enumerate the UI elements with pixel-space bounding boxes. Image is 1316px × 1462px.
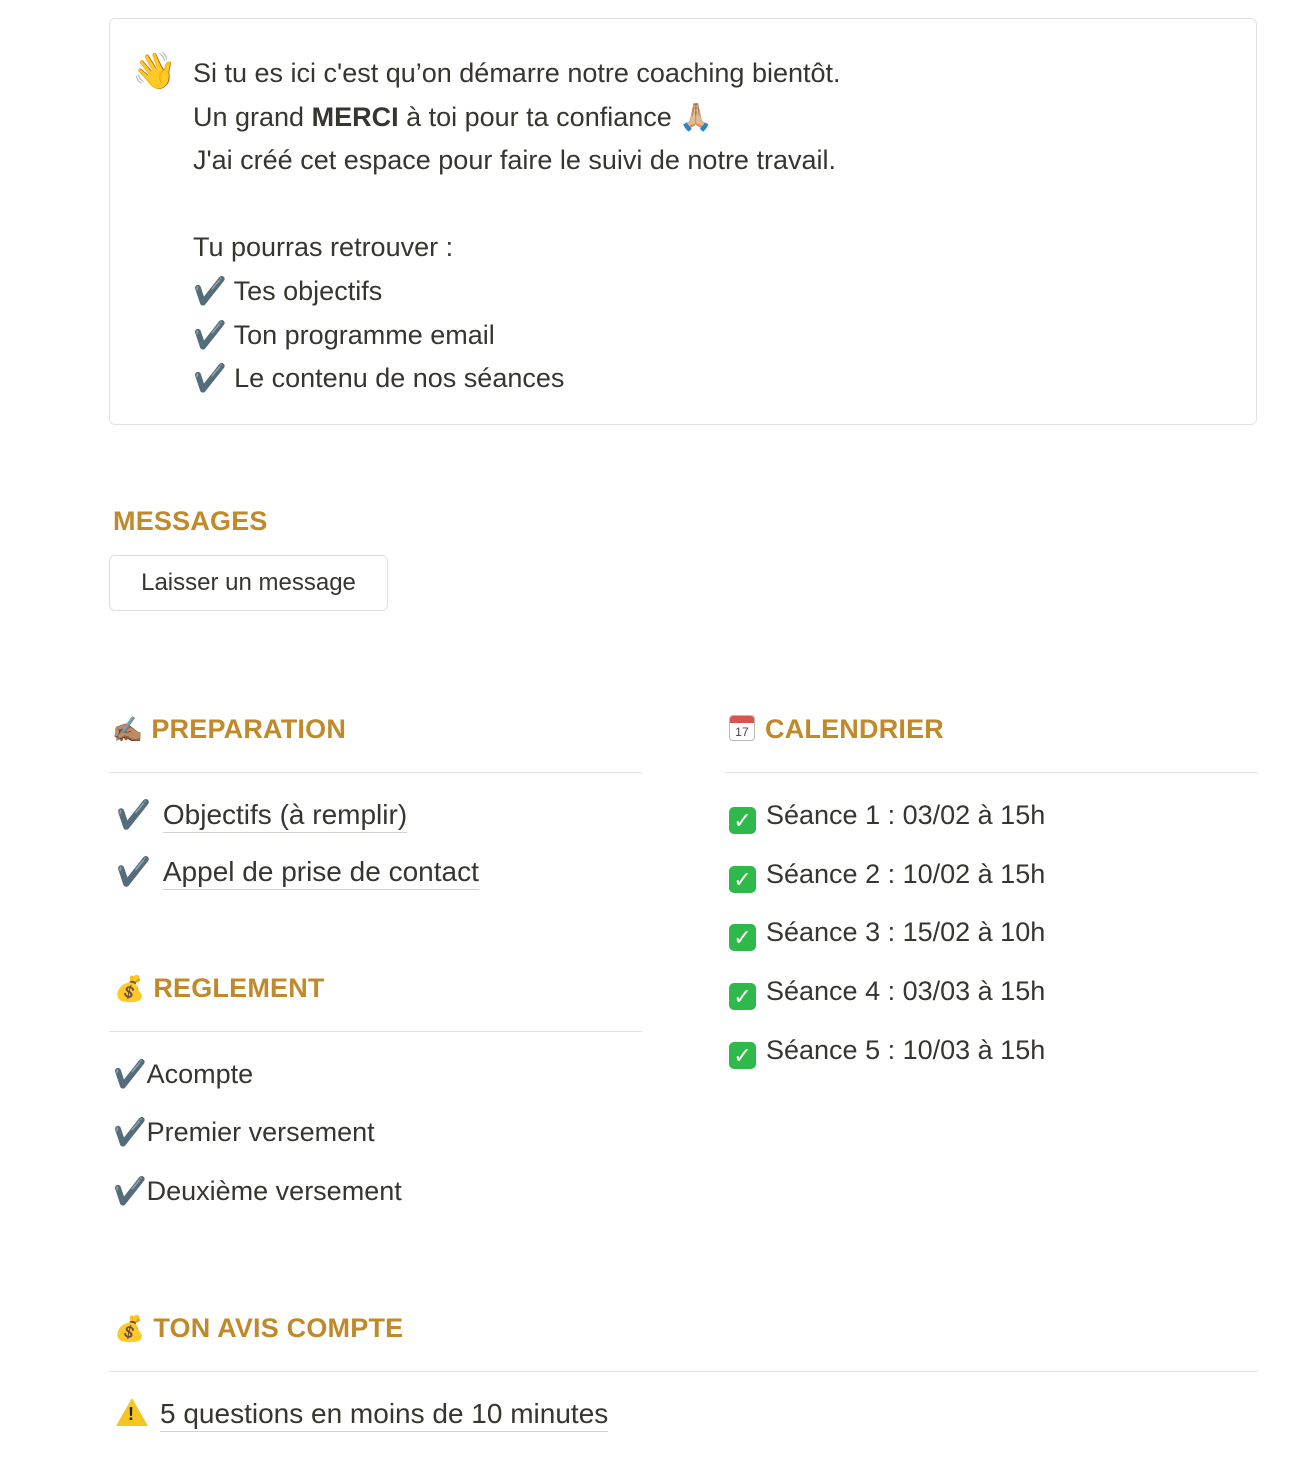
callout-list-item: ✔️ Ton programme email (193, 319, 495, 350)
calendar-icon-day: 17 (735, 725, 749, 739)
checked-box-icon: ✓ (729, 807, 756, 834)
reglement-item-label: Deuxième versement (146, 1176, 402, 1206)
session-label: Séance 2 : 10/02 à 15h (766, 859, 1046, 889)
session-label: Séance 5 : 10/03 à 15h (766, 1035, 1046, 1065)
checked-box-icon: ✓ (729, 866, 756, 893)
callout-list-item: ✔️ Tes objectifs (193, 275, 383, 306)
session-label: Séance 1 : 03/02 à 15h (766, 800, 1046, 830)
reglement-item (113, 1057, 253, 1091)
callout-line-2-start: Un grand (193, 101, 312, 132)
link-objectifs[interactable] (116, 797, 407, 833)
calendrier-heading-label: CALENDRIER (765, 714, 945, 744)
session-item (729, 798, 1045, 834)
checked-box-icon: ✓ (729, 1042, 756, 1069)
writing-hand-icon: ✍🏽 (112, 716, 144, 744)
reglement-item (113, 1115, 375, 1149)
callout-text (193, 52, 841, 401)
callout-list-item: ✔️ Le contenu de nos séances (193, 363, 565, 394)
money-bag-icon: 💰 (114, 975, 146, 1003)
session-label: Séance 3 : 15/02 à 10h (766, 917, 1046, 947)
callout-line-4: Tu pourras retrouver : (193, 232, 454, 263)
waving-hand-icon: 👋 (132, 50, 177, 91)
callout-line-3: J'ai créé cet espace pour faire le suivi de notre travail. (193, 145, 836, 176)
session-item (729, 915, 1045, 951)
checked-box-icon: ✓ (729, 924, 756, 951)
check-mark-icon: ✔️ (116, 856, 151, 887)
messages-heading: MESSAGES (113, 506, 268, 536)
check-mark-icon: ✔️ (116, 799, 151, 830)
session-item (729, 974, 1045, 1010)
check-mark-icon: ✔️ (113, 1117, 147, 1147)
calendar-icon (729, 715, 755, 741)
calendrier-divider (725, 772, 1258, 773)
link-questionnaire[interactable] (116, 1396, 608, 1432)
link-objectifs-label[interactable]: Objectifs (à remplir) (163, 799, 407, 833)
warning-icon (116, 1398, 148, 1426)
reglement-item (113, 1174, 402, 1208)
link-appel-contact-label[interactable]: Appel de prise de contact (163, 856, 479, 890)
avis-divider (109, 1371, 1258, 1372)
welcome-callout (109, 18, 1257, 425)
leave-message-button[interactable]: Laisser un message (109, 555, 388, 611)
calendrier-heading (729, 712, 944, 746)
preparation-heading-label: PREPARATION (151, 714, 347, 744)
money-bag-icon: 💰 (114, 1315, 146, 1343)
reglement-heading (114, 971, 325, 1006)
preparation-divider (109, 772, 642, 773)
check-mark-icon: ✔️ (113, 1176, 147, 1206)
preparation-heading (112, 712, 346, 747)
callout-spacer (193, 183, 841, 227)
session-item (729, 857, 1045, 893)
reglement-item-label: Acompte (146, 1059, 254, 1089)
checked-box-icon: ✓ (729, 983, 756, 1010)
reglement-divider (109, 1031, 642, 1032)
avis-heading (114, 1311, 403, 1346)
session-item (729, 1033, 1045, 1069)
reglement-item-label: Premier versement (146, 1117, 375, 1147)
reglement-heading-label: REGLEMENT (153, 973, 325, 1003)
callout-line-2-end: à toi pour ta confiance 🙏🏼 (398, 101, 713, 132)
link-appel-contact[interactable] (116, 854, 479, 890)
callout-line-1: Si tu es ici c'est qu’on démarre notre coaching bientôt. (193, 58, 841, 88)
callout-line-2 (193, 96, 841, 140)
check-mark-icon: ✔️ (113, 1059, 147, 1089)
avis-heading-label: TON AVIS COMPTE (153, 1313, 404, 1343)
warning-icon-glyph: ! (128, 1404, 134, 1424)
link-questionnaire-label[interactable]: 5 questions en moins de 10 minutes (160, 1398, 608, 1432)
callout-merci: MERCI (311, 101, 399, 132)
session-label: Séance 4 : 03/03 à 15h (766, 976, 1046, 1006)
